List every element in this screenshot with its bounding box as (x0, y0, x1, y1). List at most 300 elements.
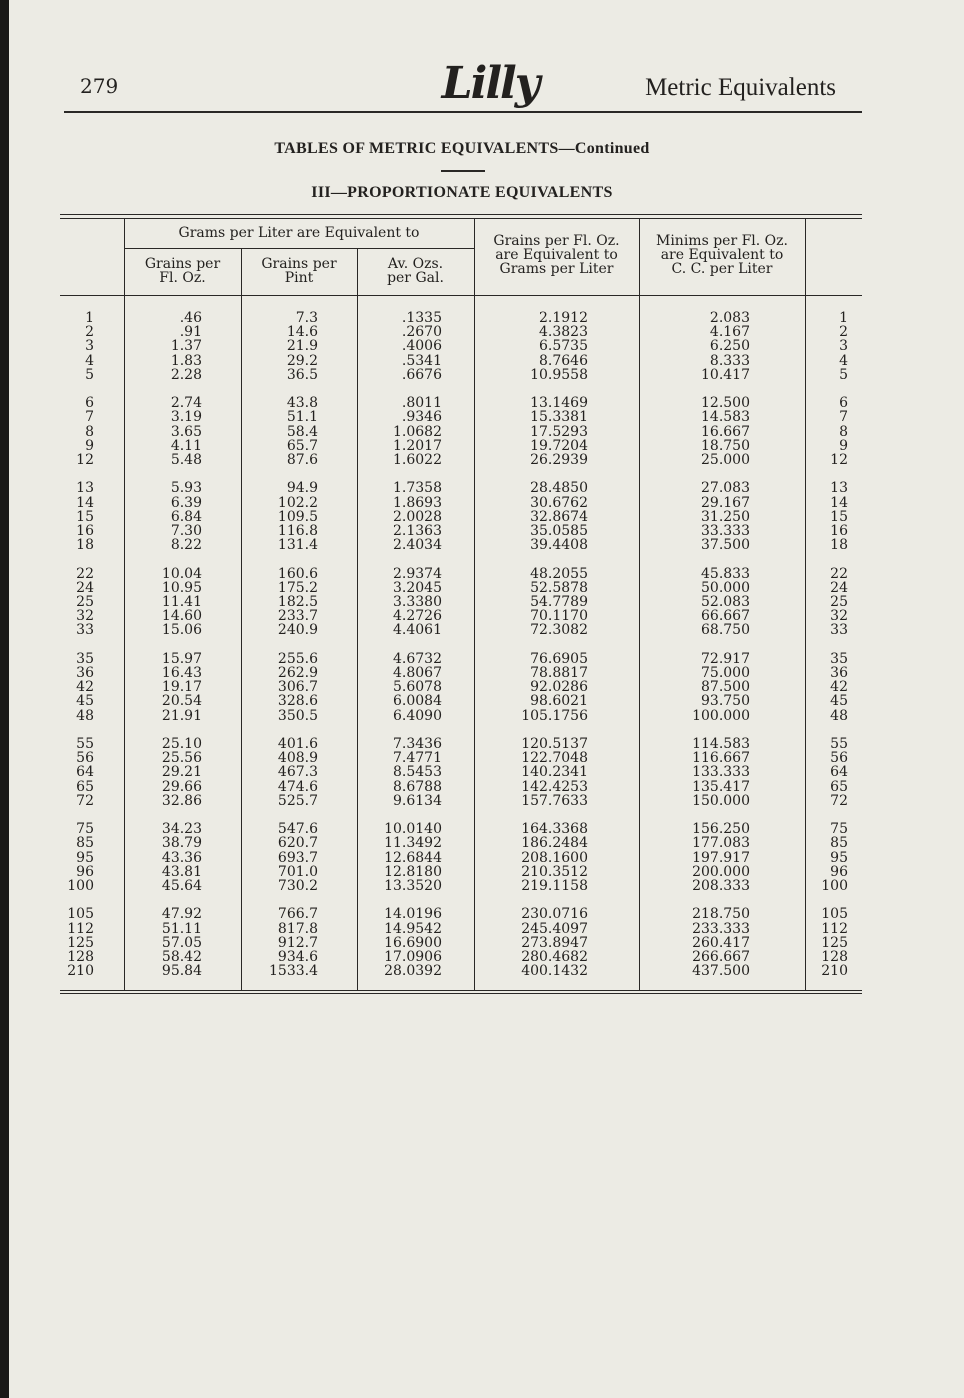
cell-grains-per-fl-oz: 3.65 (170, 423, 202, 440)
cell-grams-per-liter: 122.7048 (521, 750, 588, 767)
cell-grains-per-pint: 29.2 (286, 352, 318, 369)
cell-grams-per-liter: 70.1170 (530, 608, 588, 625)
row-number-left: 55 (76, 736, 94, 752)
cell-grains-per-pint: 65.7 (286, 437, 318, 454)
cell-grains-per-pint: 7.3 (295, 310, 318, 326)
cell-grains-per-pint: 51.1 (286, 409, 318, 426)
cell-grains-per-fl-oz: 10.04 (161, 565, 202, 582)
row-number-right: 56 (830, 750, 848, 767)
row-number-left: 112 (67, 920, 94, 937)
row-number-right: 3 (839, 338, 848, 355)
row-number-left: 2 (85, 324, 94, 341)
cell-cc-per-liter-group (650, 396, 750, 467)
cell-cc-per-liter: 31.250 (701, 508, 750, 525)
header-rule (64, 111, 862, 113)
cell-grains-per-pint: 109.5 (277, 508, 318, 525)
cell-grains-per-pint: 43.8 (286, 395, 318, 412)
cell-grains-per-pint-group (248, 311, 318, 382)
cell-cc-per-liter: 68.750 (701, 622, 750, 639)
cell-grains-per-fl-oz: 43.36 (161, 849, 202, 866)
cell-cc-per-liter: 10.417 (701, 366, 750, 383)
row-number-right: 12 (830, 452, 848, 468)
cell-grams-per-liter: 210.3512 (521, 863, 588, 880)
cell-grams-per-liter: 32.8674 (530, 508, 588, 525)
row-number-right: 45 (830, 693, 848, 710)
cell-grains-per-fl-oz: 14.60 (161, 608, 202, 625)
header-line: Pint (284, 270, 314, 286)
cell-cc-per-liter: 133.333 (692, 764, 750, 781)
cell-cc-per-liter: 50.000 (701, 579, 750, 596)
cell-grams-per-liter: 219.1158 (521, 878, 588, 894)
cell-av-ozs-per-gal: 16.6900 (384, 934, 442, 951)
cell-cc-per-liter-group (650, 907, 750, 978)
cell-grains-per-pint: 408.9 (277, 750, 318, 767)
row-number-right: 112 (821, 920, 848, 937)
cell-av-ozs-per-gal: 10.0140 (384, 821, 442, 838)
row-number-right: 13 (830, 480, 848, 497)
cell-grams-per-liter: 4.3823 (539, 324, 588, 341)
cell-grams-per-liter: 8.7646 (539, 352, 588, 369)
cell-cc-per-liter: 25.000 (701, 452, 750, 468)
cell-grains-per-fl-oz: 58.42 (161, 949, 202, 965)
cell-cc-per-liter: 14.583 (701, 409, 750, 426)
col-divider-4 (474, 219, 475, 990)
row-number-left: 22 (76, 565, 94, 582)
cell-grains-per-pint: 36.5 (286, 366, 318, 383)
cell-cc-per-liter-group (650, 481, 750, 552)
cell-grams-per-liter: 72.3082 (530, 622, 588, 639)
row-number-right: 96 (830, 863, 848, 880)
cell-grains-per-pint: 474.6 (277, 778, 318, 795)
cell-grains-per-pint-group (248, 822, 318, 893)
cell-cc-per-liter: 6.250 (709, 338, 750, 355)
cell-grains-per-fl-oz: 20.54 (161, 693, 202, 710)
row-number-left: 16 (76, 523, 94, 539)
cell-av-ozs-per-gal: 4.6732 (393, 650, 442, 667)
cell-grains-per-pint: 160.6 (277, 565, 318, 582)
cell-cc-per-liter-group (650, 567, 750, 638)
row-number-right: 4 (839, 352, 848, 369)
row-number-left: 48 (76, 707, 94, 724)
cell-grains-per-fl-oz: 11.41 (161, 594, 202, 610)
cell-grains-per-fl-oz: 5.93 (170, 480, 202, 497)
cell-av-ozs-per-gal: 4.2726 (393, 608, 442, 625)
group-header: Grams per Liter are Equivalent to (178, 225, 420, 241)
row-number-right-group (812, 396, 848, 467)
cell-av-ozs-per-gal: .5341 (401, 352, 442, 369)
cell-grains-per-fl-oz: 6.39 (170, 494, 202, 511)
row-number-left: 75 (76, 821, 94, 838)
table-bottom-rule (60, 990, 862, 991)
page-edge (0, 0, 9, 1398)
cell-grams-per-liter: 92.0286 (530, 679, 588, 696)
cell-av-ozs-per-gal: .2670 (401, 324, 442, 341)
cell-av-ozs-per-gal: 1.0682 (393, 423, 442, 440)
cell-grams-per-liter-group (480, 567, 588, 638)
cell-grams-per-liter: 28.4850 (530, 480, 588, 497)
cell-av-ozs-per-gal: 1.7358 (393, 480, 442, 497)
cell-cc-per-liter: 72.917 (701, 650, 750, 667)
cell-grains-per-fl-oz: 57.05 (161, 934, 202, 951)
cell-grains-per-pint: 547.6 (277, 821, 318, 838)
cell-grains-per-fl-oz-group (132, 652, 202, 723)
row-number-right-group (812, 737, 848, 808)
row-number-left: 14 (76, 494, 94, 511)
cell-grams-per-liter: 273.8947 (521, 934, 588, 951)
header-line: Fl. Oz. (159, 270, 206, 286)
section-title: Metric Equivalents (645, 74, 836, 101)
cell-grams-per-liter: 6.5735 (539, 338, 588, 355)
cell-grams-per-liter: 245.4097 (521, 920, 588, 937)
cell-grains-per-pint: 766.7 (277, 906, 318, 923)
row-number-left: 85 (76, 835, 94, 852)
cell-cc-per-liter: 208.333 (692, 878, 750, 894)
row-number-left: 7 (85, 409, 94, 426)
row-number-left: 18 (76, 537, 94, 554)
header-line: Grains per (261, 256, 337, 272)
table-bottom-rule-2 (60, 993, 862, 994)
col-divider-3 (357, 249, 358, 990)
cell-cc-per-liter: 200.000 (692, 863, 750, 880)
cell-cc-per-liter: 260.417 (692, 934, 750, 951)
row-number-right: 7 (839, 409, 848, 426)
cell-cc-per-liter-group (650, 737, 750, 808)
cell-grams-per-liter: 230.0716 (521, 906, 588, 923)
row-number-right: 100 (821, 878, 848, 894)
cell-grains-per-fl-oz-group (132, 481, 202, 552)
cell-av-ozs-per-gal: .8011 (401, 395, 442, 412)
row-number-right: 18 (830, 537, 848, 554)
cell-grains-per-pint: 131.4 (277, 537, 318, 554)
cell-grams-per-liter-group (480, 652, 588, 723)
cell-cc-per-liter: 45.833 (701, 565, 750, 582)
row-number-right: 33 (830, 622, 848, 639)
cell-grains-per-pint: 693.7 (277, 849, 318, 866)
cell-av-ozs-per-gal: 1.2017 (393, 437, 442, 454)
cell-grains-per-fl-oz: 1.83 (170, 352, 202, 369)
row-number-left-group (58, 481, 94, 552)
cell-cc-per-liter: 12.500 (701, 395, 750, 412)
cell-grams-per-liter: 30.6762 (530, 494, 588, 511)
row-number-right: 9 (839, 437, 848, 454)
cell-av-ozs-per-gal: 12.8180 (384, 863, 442, 880)
cell-grains-per-fl-oz: 95.84 (161, 963, 202, 980)
row-number-left-group (58, 396, 94, 467)
header-grains-per-pint (241, 257, 357, 285)
cell-av-ozs-per-gal: 2.4034 (393, 537, 442, 554)
cell-grains-per-fl-oz: 15.06 (161, 622, 202, 639)
row-number-right: 6 (839, 395, 848, 412)
cell-grains-per-fl-oz: 29.66 (161, 778, 202, 795)
row-number-right-group (812, 907, 848, 978)
row-number-right: 2 (839, 324, 848, 341)
cell-cc-per-liter: 16.667 (701, 423, 750, 440)
cell-grains-per-fl-oz: 15.97 (161, 650, 202, 667)
row-number-left: 96 (76, 863, 94, 880)
row-number-left: 33 (76, 622, 94, 639)
cell-grains-per-pint: 306.7 (277, 679, 318, 696)
cell-grains-per-fl-oz: 25.10 (161, 736, 202, 752)
row-number-left-group (58, 907, 94, 978)
cell-grains-per-fl-oz: 16.43 (161, 665, 202, 681)
cell-grains-per-fl-oz: 19.17 (161, 679, 202, 696)
row-number-left: 42 (76, 679, 94, 696)
cell-av-ozs-per-gal: 7.4771 (393, 750, 442, 767)
cell-cc-per-liter: 218.750 (692, 906, 750, 923)
row-number-right: 24 (830, 579, 848, 596)
cell-grains-per-pint-group (248, 481, 318, 552)
cell-cc-per-liter: 75.000 (701, 665, 750, 681)
cell-av-ozs-per-gal: 1.8693 (393, 494, 442, 511)
cell-grams-per-liter: 105.1756 (521, 707, 588, 724)
table-top-rule-2 (60, 218, 862, 219)
cell-grains-per-pint: 87.6 (286, 452, 318, 468)
row-number-left-group (58, 652, 94, 723)
row-number-right-group (812, 652, 848, 723)
header-line: C. C. per Liter (671, 261, 773, 277)
cell-grains-per-fl-oz: 4.11 (170, 437, 202, 454)
row-number-right-group (812, 822, 848, 893)
cell-grams-per-liter-group (480, 907, 588, 978)
row-number-right: 16 (830, 523, 848, 539)
row-number-left: 12 (76, 452, 94, 468)
cell-cc-per-liter: 437.500 (692, 963, 750, 980)
cell-grains-per-pint: 21.9 (286, 338, 318, 355)
cell-cc-per-liter: 177.083 (692, 835, 750, 852)
cell-grains-per-fl-oz-group (132, 311, 202, 382)
cell-grains-per-fl-oz: .91 (179, 324, 202, 341)
table-top-rule (60, 214, 862, 215)
cell-av-ozs-per-gal: 8.6788 (393, 778, 442, 795)
cell-grains-per-pint: 94.9 (286, 480, 318, 497)
cell-grams-per-liter: 54.7789 (530, 594, 588, 610)
group-header-rule (124, 248, 474, 249)
cell-grains-per-fl-oz: 45.64 (161, 878, 202, 894)
cell-cc-per-liter: 33.333 (701, 523, 750, 539)
cell-grains-per-fl-oz-group (132, 737, 202, 808)
cell-av-ozs-per-gal: 4.8067 (393, 665, 442, 681)
cell-av-ozs-per-gal: 2.0028 (393, 508, 442, 525)
cell-grams-per-liter: 120.5137 (521, 736, 588, 752)
cell-cc-per-liter: 150.000 (692, 792, 750, 809)
row-number-left: 15 (76, 508, 94, 525)
cell-cc-per-liter: 27.083 (701, 480, 750, 497)
cell-av-ozs-per-gal: 8.5453 (393, 764, 442, 781)
row-number-left: 36 (76, 665, 94, 681)
row-number-right: 55 (830, 736, 848, 752)
cell-grains-per-fl-oz: 51.11 (161, 920, 202, 937)
row-number-right: 210 (821, 963, 848, 980)
cell-grains-per-pint-group (248, 567, 318, 638)
header-line: Grains per Fl. Oz. (493, 233, 620, 249)
row-number-right: 72 (830, 792, 848, 809)
cell-grams-per-liter-group (480, 822, 588, 893)
row-number-left: 100 (67, 878, 94, 894)
cell-grains-per-pint: 255.6 (277, 650, 318, 667)
cell-grams-per-liter: 13.1469 (530, 395, 588, 412)
header-line: Grams per Liter (499, 261, 614, 277)
cell-grams-per-liter: 48.2055 (530, 565, 588, 582)
cell-grains-per-pint-group (248, 652, 318, 723)
row-number-left-group (58, 737, 94, 808)
row-number-right: 15 (830, 508, 848, 525)
cell-av-ozs-per-gal-group (362, 652, 442, 723)
row-number-left-group (58, 311, 94, 382)
cell-cc-per-liter: 116.667 (692, 750, 750, 767)
cell-grains-per-pint: 262.9 (277, 665, 318, 681)
cell-cc-per-liter: 87.500 (701, 679, 750, 696)
cell-grams-per-liter: 35.0585 (530, 523, 588, 539)
cell-grains-per-fl-oz: 6.84 (170, 508, 202, 525)
cell-grains-per-fl-oz: 10.95 (161, 579, 202, 596)
cell-grains-per-pint: 525.7 (277, 792, 318, 809)
cell-grains-per-pint: 620.7 (277, 835, 318, 852)
cell-grains-per-pint-group (248, 396, 318, 467)
title-divider (441, 170, 485, 172)
cell-grams-per-liter: 10.9558 (530, 366, 588, 383)
row-number-left: 64 (76, 764, 94, 781)
row-number-left: 65 (76, 778, 94, 795)
row-number-right: 25 (830, 594, 848, 610)
cell-grams-per-liter-group (480, 396, 588, 467)
cell-av-ozs-per-gal: .4006 (401, 338, 442, 355)
cell-grains-per-pint: 912.7 (277, 934, 318, 951)
row-number-left: 125 (67, 934, 94, 951)
row-number-right: 48 (830, 707, 848, 724)
cell-av-ozs-per-gal: 2.9374 (393, 565, 442, 582)
row-number-left: 45 (76, 693, 94, 710)
cell-grains-per-fl-oz: 7.30 (170, 523, 202, 539)
cell-grains-per-fl-oz: .46 (179, 310, 202, 326)
cell-grains-per-fl-oz: 2.74 (170, 395, 202, 412)
col-divider-6 (805, 219, 806, 990)
row-number-left: 210 (67, 963, 94, 980)
cell-av-ozs-per-gal: 7.3436 (393, 736, 442, 752)
row-number-right: 105 (821, 906, 848, 923)
cell-grains-per-fl-oz: 5.48 (170, 452, 202, 468)
page-number: 279 (80, 74, 119, 98)
cell-grains-per-fl-oz: 32.86 (161, 792, 202, 809)
cell-grains-per-fl-oz: 1.37 (170, 338, 202, 355)
cell-grains-per-fl-oz-group (132, 907, 202, 978)
cell-av-ozs-per-gal: 3.2045 (393, 579, 442, 596)
cell-grains-per-pint: 701.0 (277, 863, 318, 880)
cell-grains-per-pint: 102.2 (277, 494, 318, 511)
cell-grains-per-pint: 1533.4 (269, 963, 318, 980)
cell-av-ozs-per-gal-group (362, 481, 442, 552)
cell-cc-per-liter: 135.417 (692, 778, 750, 795)
cell-av-ozs-per-gal: 11.3492 (384, 835, 442, 852)
header-av-ozs-per-gal (357, 257, 474, 285)
cell-grains-per-fl-oz: 25.56 (161, 750, 202, 767)
cell-cc-per-liter: 37.500 (701, 537, 750, 554)
cell-grains-per-fl-oz-group (132, 396, 202, 467)
row-number-left: 56 (76, 750, 94, 767)
cell-cc-per-liter: 114.583 (692, 736, 750, 752)
cell-cc-per-liter: 93.750 (701, 693, 750, 710)
page-title: TABLES OF METRIC EQUIVALENTS—Continued (274, 140, 650, 157)
row-number-left: 72 (76, 792, 94, 809)
cell-cc-per-liter: 4.167 (709, 324, 750, 341)
cell-grains-per-fl-oz-group (132, 567, 202, 638)
row-number-right: 128 (821, 949, 848, 965)
cell-grains-per-fl-oz: 2.28 (170, 366, 202, 383)
cell-grams-per-liter-group (480, 311, 588, 382)
cell-av-ozs-per-gal-group (362, 907, 442, 978)
row-number-left: 6 (85, 395, 94, 412)
cell-grams-per-liter: 98.6021 (530, 693, 588, 710)
row-number-left: 9 (85, 437, 94, 454)
cell-grains-per-pint: 730.2 (277, 878, 318, 894)
header-minims-equivalent (639, 234, 805, 276)
row-number-left: 13 (76, 480, 94, 497)
cell-av-ozs-per-gal: 13.3520 (384, 878, 442, 894)
cell-cc-per-liter-group (650, 822, 750, 893)
cell-av-ozs-per-gal: 9.6134 (393, 792, 442, 809)
cell-cc-per-liter: 2.083 (709, 310, 750, 326)
cell-grams-per-liter: 280.4682 (521, 949, 588, 965)
cell-cc-per-liter: 233.333 (692, 920, 750, 937)
cell-grains-per-fl-oz-group (132, 822, 202, 893)
cell-grams-per-liter: 186.2484 (521, 835, 588, 852)
row-number-left: 105 (67, 906, 94, 923)
cell-grains-per-pint: 182.5 (277, 594, 318, 610)
row-number-right: 36 (830, 665, 848, 681)
cell-grains-per-pint: 401.6 (277, 736, 318, 752)
row-number-right: 1 (839, 310, 848, 326)
row-number-right: 22 (830, 565, 848, 582)
cell-grams-per-liter: 140.2341 (521, 764, 588, 781)
cell-grains-per-fl-oz: 38.79 (161, 835, 202, 852)
cell-grains-per-pint: 14.6 (286, 324, 318, 341)
row-number-right-group (812, 567, 848, 638)
header-grains-equivalent (474, 234, 639, 276)
header-line: Grains per (144, 256, 221, 272)
cell-grains-per-fl-oz: 43.81 (161, 863, 202, 880)
cell-av-ozs-per-gal: 4.4061 (393, 622, 442, 639)
cell-grains-per-fl-oz: 34.23 (161, 821, 202, 838)
row-number-left-group (58, 822, 94, 893)
row-number-left: 8 (85, 423, 94, 440)
row-number-right: 14 (830, 494, 848, 511)
row-number-left: 35 (76, 650, 94, 667)
cell-cc-per-liter: 29.167 (701, 494, 750, 511)
cell-cc-per-liter-group (650, 311, 750, 382)
row-number-right: 75 (830, 821, 848, 838)
cell-grains-per-pint-group (248, 737, 318, 808)
lilly-logo: Lilly (441, 58, 539, 109)
cell-av-ozs-per-gal: .1335 (401, 310, 442, 326)
row-number-left: 95 (76, 849, 94, 866)
cell-grains-per-pint: 934.6 (277, 949, 318, 965)
row-number-right: 125 (821, 934, 848, 951)
col-divider-5 (639, 219, 640, 990)
header-line: Av. Ozs. (387, 256, 444, 272)
cell-av-ozs-per-gal-group (362, 737, 442, 808)
cell-cc-per-liter: 197.917 (692, 849, 750, 866)
cell-grains-per-pint: 350.5 (277, 707, 318, 724)
row-number-left: 128 (67, 949, 94, 965)
cell-av-ozs-per-gal: 3.3380 (393, 594, 442, 610)
cell-cc-per-liter: 266.667 (692, 949, 750, 965)
header-line: Minims per Fl. Oz. (655, 233, 788, 249)
cell-av-ozs-per-gal: 17.0906 (384, 949, 442, 965)
cell-cc-per-liter: 66.667 (701, 608, 750, 625)
cell-grains-per-pint: 58.4 (286, 423, 318, 440)
cell-av-ozs-per-gal: 12.6844 (384, 849, 442, 866)
cell-grams-per-liter: 26.2939 (530, 452, 588, 468)
cell-grains-per-fl-oz: 29.21 (161, 764, 202, 781)
